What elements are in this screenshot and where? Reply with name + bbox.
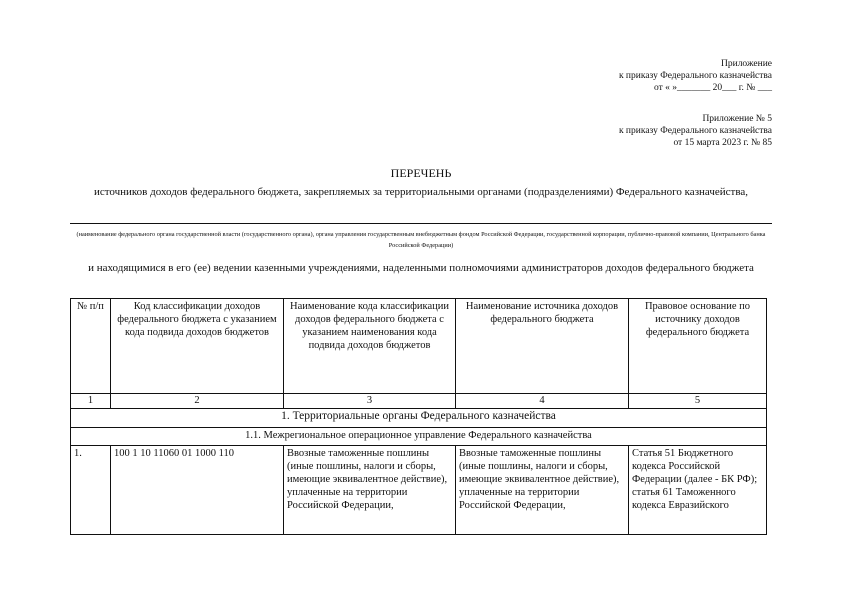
appendix-line: от 15 марта 2023 г. № 85 [673,138,772,148]
row-code-name-text: Ввозные таможенные пошлины (иные пошлины, налоги и сборы, имеющие эквивалентное действие), уплаченные на территории Российской Федерации, [287,448,448,511]
document-subtitle-continued: и находящимися в его (ее) ведении казенными учреждениями, наделенными полномочиями администраторов доходов федерального бюджета [88,262,754,274]
column-header-code: Код классификации доходов федерального бюджета с указанием кода подвида доходов бюджетов [111,299,284,394]
appendix-5-header [512,113,772,149]
column-number: 1 [71,394,111,409]
appendix-line: Приложение [721,59,772,69]
rule-caption: (наименование федерального органа государственной власти (государственного органа), органа управления государственным внебюджетным фондом Российской Федерации, государственной корпорации, публично-правовой компании, Центрального банка Российской Федерации) [76,231,766,249]
row-number-text: 1. [74,448,82,459]
appendix-line: от « »_______ 20___ г. № ___ [653,83,772,93]
row-legal-basis [629,446,767,535]
document-title: ПЕРЕЧЕНЬ [390,166,452,180]
appendix-line: к приказу Федерального казначейства [618,71,772,81]
row-code-name [284,446,456,535]
row-code-text: 100 1 10 11060 01 1000 110 [114,448,234,459]
row-source-name [456,446,629,535]
subsection-heading: 1.1. Межрегиональное операционное управление Федерального казначейства [71,428,767,446]
column-number: 3 [284,394,456,409]
row-code [111,446,284,535]
column-number-row [71,394,767,409]
table-header-row [71,299,767,394]
column-number: 2 [111,394,284,409]
appendix-header [512,58,772,94]
column-number: 4 [456,394,629,409]
fill-in-rule [70,223,772,224]
sources-table [70,298,767,535]
row-legal-basis-text: Статья 51 Бюджетного кодекса Российской Федерации (далее - БК РФ); статья 61 Таможенного кодекса Евразийского [632,448,758,511]
row-number [71,446,111,535]
document-subtitle: источников доходов федерального бюджета, закрепляемых за территориальными органами (подразделениями) Федерального казначейства, [93,186,749,198]
appendix-line: к приказу Федерального казначейства [618,126,772,136]
table-row [71,446,767,535]
section-row [71,409,767,428]
section-heading: 1. Территориальные органы Федерального казначейства [71,409,767,428]
subsection-row [71,428,767,446]
row-source-name-text: Ввозные таможенные пошлины (иные пошлины, налоги и сборы, имеющие эквивалентное действие), уплаченные на территории Российской Федерации, [459,448,620,511]
appendix-line: Приложение № 5 [702,114,772,124]
column-header-legal-basis: Правовое основание по источнику доходов федерального бюджета [629,299,767,394]
column-header-number: № п/п [71,299,111,394]
column-header-source-name: Наименование источника доходов федерального бюджета [456,299,629,394]
column-header-code-name: Наименование кода классификации доходов федерального бюджета с указанием наименования кода подвида доходов бюджетов [284,299,456,394]
column-number: 5 [629,394,767,409]
